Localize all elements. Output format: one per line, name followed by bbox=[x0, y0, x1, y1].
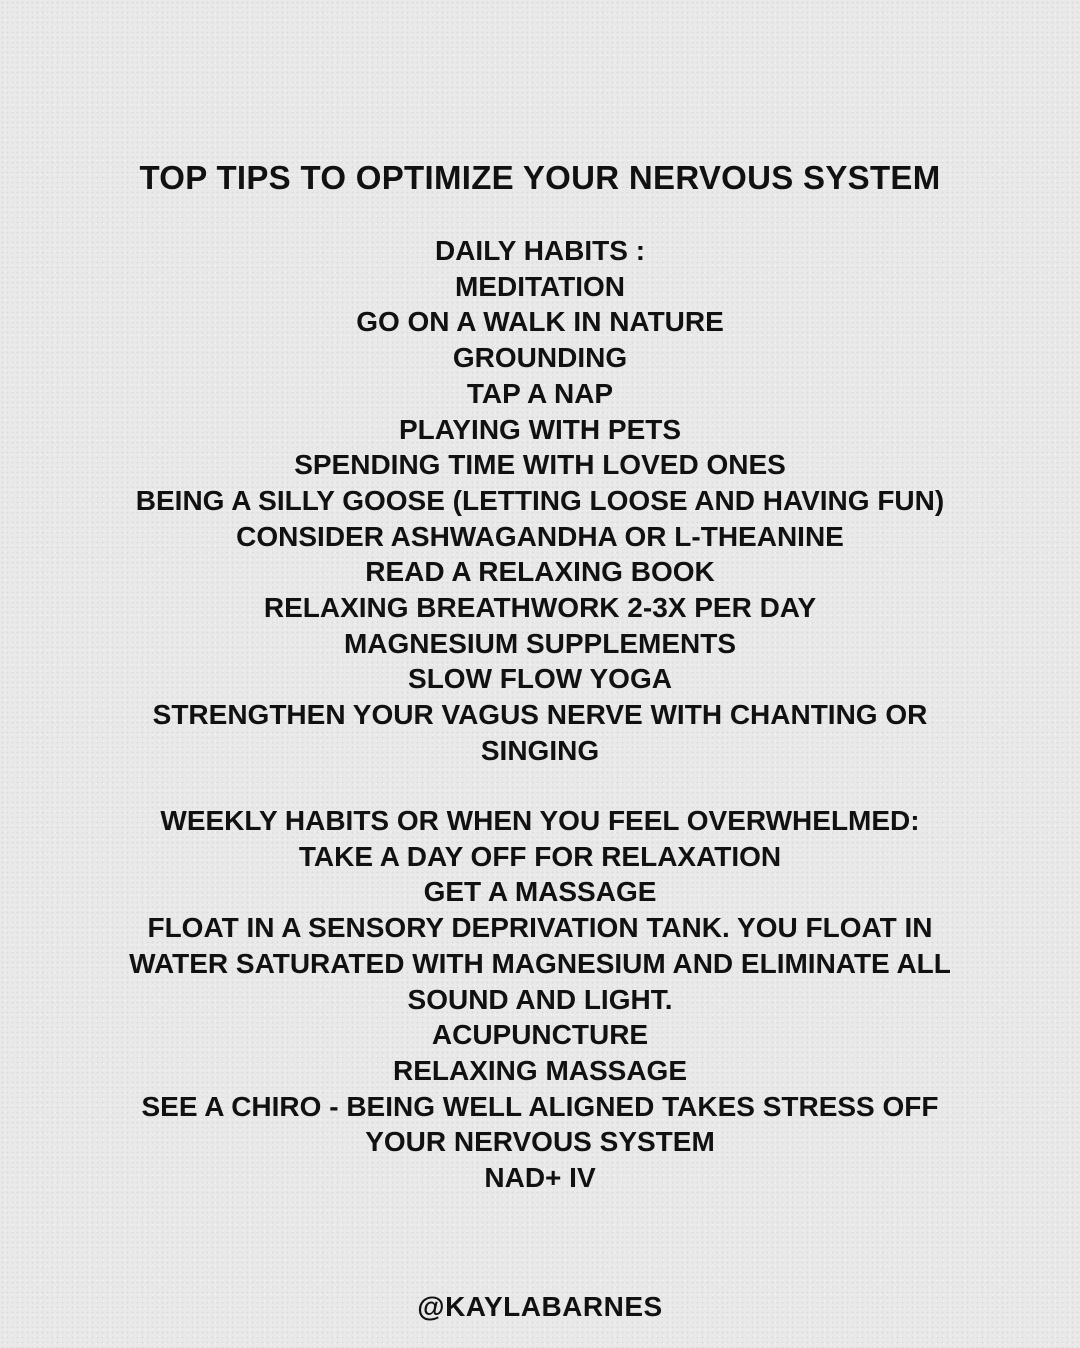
weekly-habits-heading: WEEKLY HABITS OR WHEN YOU FEEL OVERWHELMED: bbox=[160, 805, 920, 836]
daily-habits-section bbox=[60, 233, 1020, 769]
weekly-habit-item: GET A MASSAGE bbox=[423, 876, 657, 908]
daily-habit-item: GO ON A WALK IN NATURE bbox=[356, 306, 724, 338]
daily-habit-item: BEING A SILLY GOOSE (LETTING LOOSE AND HAVING FUN) bbox=[135, 484, 945, 516]
weekly-habit-item: RELAXING MASSAGE bbox=[392, 1054, 688, 1086]
daily-habit-item: MAGNESIUM SUPPLEMENTS bbox=[343, 627, 737, 659]
daily-habits-heading: DAILY HABITS : bbox=[434, 235, 646, 266]
daily-habit-item: READ A RELAXING BOOK bbox=[365, 556, 715, 588]
daily-habit-item: TAP A NAP bbox=[466, 377, 614, 409]
author-handle: @KAYLABARNES bbox=[417, 1291, 663, 1322]
weekly-habit-item: ACUPUNCTURE bbox=[431, 1019, 649, 1051]
page-title: TOP TIPS TO OPTIMIZE YOUR NERVOUS SYSTEM bbox=[139, 159, 941, 196]
daily-habit-item: SLOW FLOW YOGA bbox=[408, 663, 672, 695]
daily-habit-item: MEDITATION bbox=[454, 270, 626, 302]
weekly-habit-item: SOUND AND LIGHT. bbox=[407, 983, 673, 1015]
weekly-habit-item: NAD+ IV bbox=[484, 1162, 596, 1194]
weekly-habit-item: FLOAT IN A SENSORY DEPRIVATION TANK. YOU FLOAT IN bbox=[147, 912, 933, 944]
weekly-habit-item: YOUR NERVOUS SYSTEM bbox=[365, 1126, 715, 1158]
weekly-habit-item: WATER SATURATED WITH MAGNESIUM AND ELIMINATE ALL bbox=[129, 947, 951, 979]
weekly-habit-item: TAKE A DAY OFF FOR RELAXATION bbox=[298, 840, 782, 872]
daily-habit-item: RELAXING BREATHWORK 2-3X PER DAY bbox=[263, 592, 817, 624]
daily-habit-item: GROUNDING bbox=[452, 342, 628, 374]
daily-habit-item: SPENDING TIME WITH LOVED ONES bbox=[294, 449, 786, 481]
daily-habit-item: PLAYING WITH PETS bbox=[398, 413, 682, 445]
daily-habit-item: SINGING bbox=[480, 734, 600, 766]
daily-habit-item: STRENGTHEN YOUR VAGUS NERVE WITH CHANTING OR bbox=[152, 699, 928, 731]
weekly-habit-item: SEE A CHIRO - BEING WELL ALIGNED TAKES STRESS OFF bbox=[141, 1090, 939, 1122]
weekly-habits-section bbox=[60, 803, 1020, 1196]
daily-habit-item: CONSIDER ASHWAGANDHA OR L-THEANINE bbox=[236, 520, 844, 552]
